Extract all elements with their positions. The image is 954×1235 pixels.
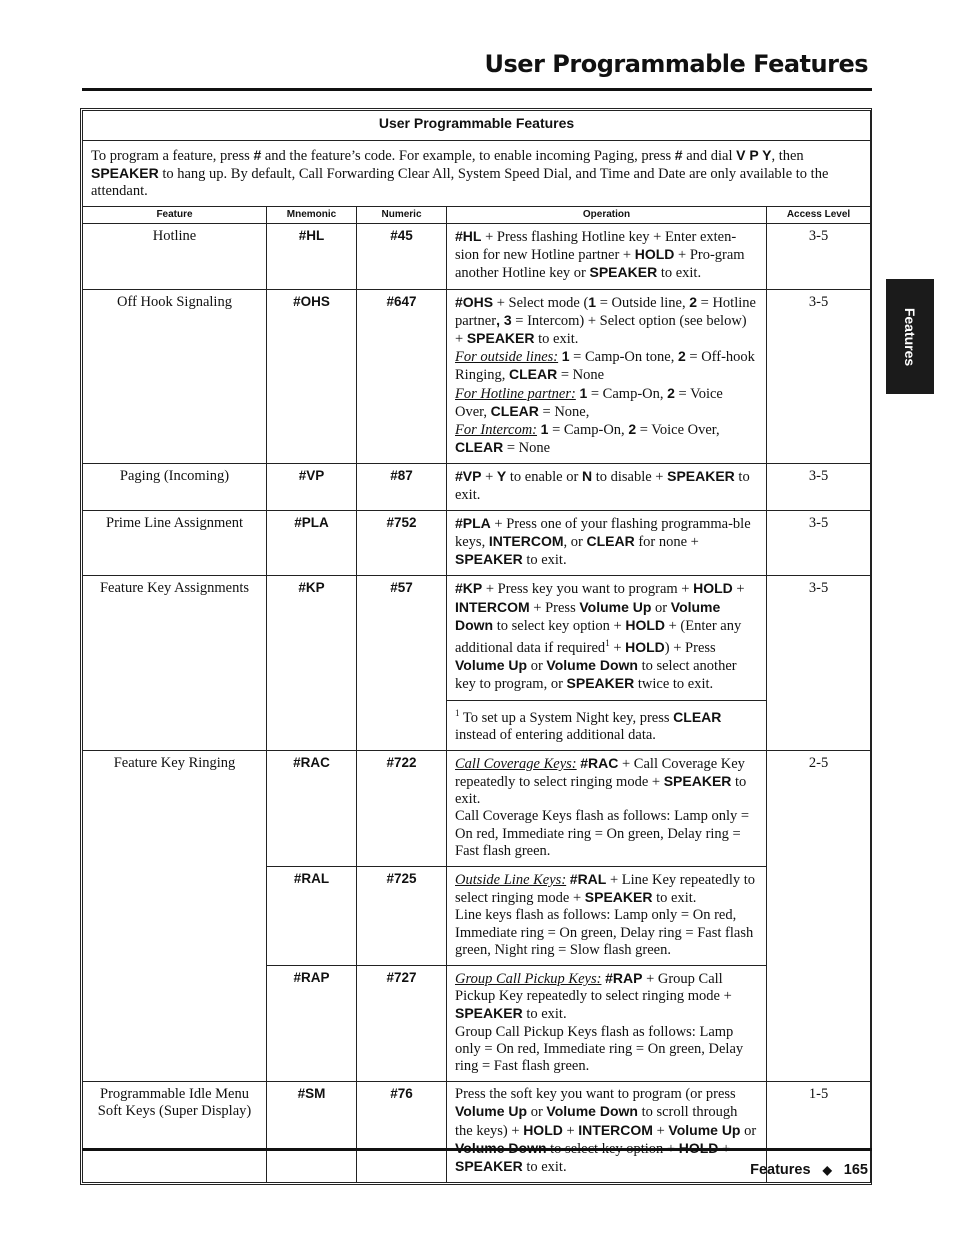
table-row [83, 289, 871, 464]
feature-cell: Prime Line Assignment [83, 510, 267, 576]
access-cell: 3-5 [767, 289, 871, 464]
table-row [83, 576, 871, 700]
mnemonic-cell: #SM [267, 1082, 357, 1183]
numeric-cell: #45 [357, 224, 447, 290]
features-table [80, 108, 872, 1185]
table-header-row [83, 207, 871, 224]
numeric-cell: #57 [357, 576, 447, 750]
col-header-access-level: Access Level [767, 207, 871, 224]
operation-cell: Group Call Pickup Keys: #RAP + Group Call Pickup Key repeatedly to select ringing mode + SPEAKER to exit. Group Call Pickup Keys flash as follows: Lamp only = On red, Immediate ring = On green, Delay ring = Fast flash green. [447, 965, 767, 1081]
page-footer [750, 1162, 868, 1178]
mnemonic-cell: #RAC [267, 750, 357, 866]
numeric-cell: #722 [357, 750, 447, 866]
diamond-icon: ◆ [822, 1163, 832, 1177]
operation-cell: Press the soft key you want to program (or press Volume Up or Volume Down to scroll through the keys) + HOLD + INTERCOM + Volume Up or SPEAKER to exit. [447, 1082, 767, 1183]
section-tab [886, 279, 934, 394]
operation-cell: #PLA + Press one of your flashing programma-ble keys, INTERCOM, or CLEAR for none + SPEAKER to exit. [447, 510, 767, 576]
feature-cell: Hotline [83, 224, 267, 290]
access-cell: 1-5 [767, 1082, 871, 1183]
operation-cell: Outside Line Keys: #RAL + Line Key repeatedly to select ringing mode + SPEAKER to exit. Line keys flash as follows: Lamp only = On red, Immediate ring = On green, Delay ring = Fast flash green, Night ring = Slow flash green. [447, 866, 767, 965]
footer-rule [82, 1148, 872, 1151]
feature-cell: Programmable Idle Menu Soft Keys (Super Display) [83, 1082, 267, 1183]
access-cell: 3-5 [767, 464, 871, 510]
table-caption: User Programmable Features [83, 111, 871, 141]
col-header-operation: Operation [447, 207, 767, 224]
footnote-cell: $^1$ To set up a System Night key, press CLEAR instead of entering additional data. [447, 700, 767, 750]
feature-cell: Feature Key Assignments [83, 576, 267, 750]
operation-cell: #VP + Y to enable or N to disable + SPEAKER to exit. [447, 464, 767, 510]
section-tab-label: Features [902, 307, 918, 366]
operation-cell: #KP + Press key you want to program + HOLD + INTERCOM + Press Volume Up or Volume Down to select key option + HOLD + (Enter any additional data if required$^1$ + HOLD) + Press Volume Up or Volume Down to select another key to program, or SPEAKER twice to exit. [447, 576, 767, 700]
table-row [83, 510, 871, 576]
col-header-mnemonic: Mnemonic [267, 207, 357, 224]
feature-cell: Off Hook Signaling [83, 289, 267, 464]
numeric-cell: #727 [357, 965, 447, 1081]
numeric-cell: #647 [357, 289, 447, 464]
mnemonic-cell: #OHS [267, 289, 357, 464]
mnemonic-cell: #RAP [267, 965, 357, 1081]
table-row [83, 464, 871, 510]
footer-section: Features [750, 1162, 811, 1178]
table-row [83, 224, 871, 290]
numeric-cell: #87 [357, 464, 447, 510]
table-row [83, 750, 871, 866]
page-number: 165 [843, 1162, 868, 1178]
feature-cell: Feature Key Ringing [83, 750, 267, 1081]
col-header-numeric: Numeric [357, 207, 447, 224]
numeric-cell: #725 [357, 866, 447, 965]
access-cell: 2-5 [767, 750, 871, 1081]
mnemonic-cell: #KP [267, 576, 357, 750]
header-rule [82, 88, 872, 91]
table-intro: To program a feature, press # and the feature’s code. For example, to enable incoming Paging, press # and dial V P Y, then SPEAKER to hang up. By default, Call Forwarding Clear All, System Speed Dial, and Time and Date are only available to the attendant. [83, 141, 871, 207]
operation-cell: Call Coverage Keys: #RAC + Call Coverage Key repeatedly to select ringing mode + SPEAKER to exit. Call Coverage Keys flash as follows: Lamp only = On red, Immediate ring = On green, Delay ring = Fast flash green. [447, 750, 767, 866]
numeric-cell: #752 [357, 510, 447, 576]
access-cell: 3-5 [767, 510, 871, 576]
operation-cell: #OHS + Select mode (1 = Outside line, 2 = Hotline partner, 3 = Intercom) + Select option (see below) + SPEAKER to exit. For outside lines: 1 = Camp-On tone, 2 = Off-hook Ringing, CLEAR = None For Hotline partner: 1 = Camp-On, 2 = Voice Over, CLEAR = None, For Intercom: 1 = Camp-On, 2 = Voice Over, CLEAR = None [447, 289, 767, 464]
mnemonic-cell: #VP [267, 464, 357, 510]
access-cell: 3-5 [767, 576, 871, 750]
numeric-cell: #76 [357, 1082, 447, 1183]
mnemonic-cell: #HL [267, 224, 357, 290]
feature-cell: Paging (Incoming) [83, 464, 267, 510]
page-title: User Programmable Features [484, 50, 868, 78]
access-cell: 3-5 [767, 224, 871, 290]
operation-cell: #HL + Press flashing Hotline key + Enter exten-sion for new Hotline partner + HOLD + Pro-gram another Hotline key or SPEAKER to exit. [447, 224, 767, 290]
mnemonic-cell: #RAL [267, 866, 357, 965]
col-header-feature: Feature [83, 207, 267, 224]
mnemonic-cell: #PLA [267, 510, 357, 576]
